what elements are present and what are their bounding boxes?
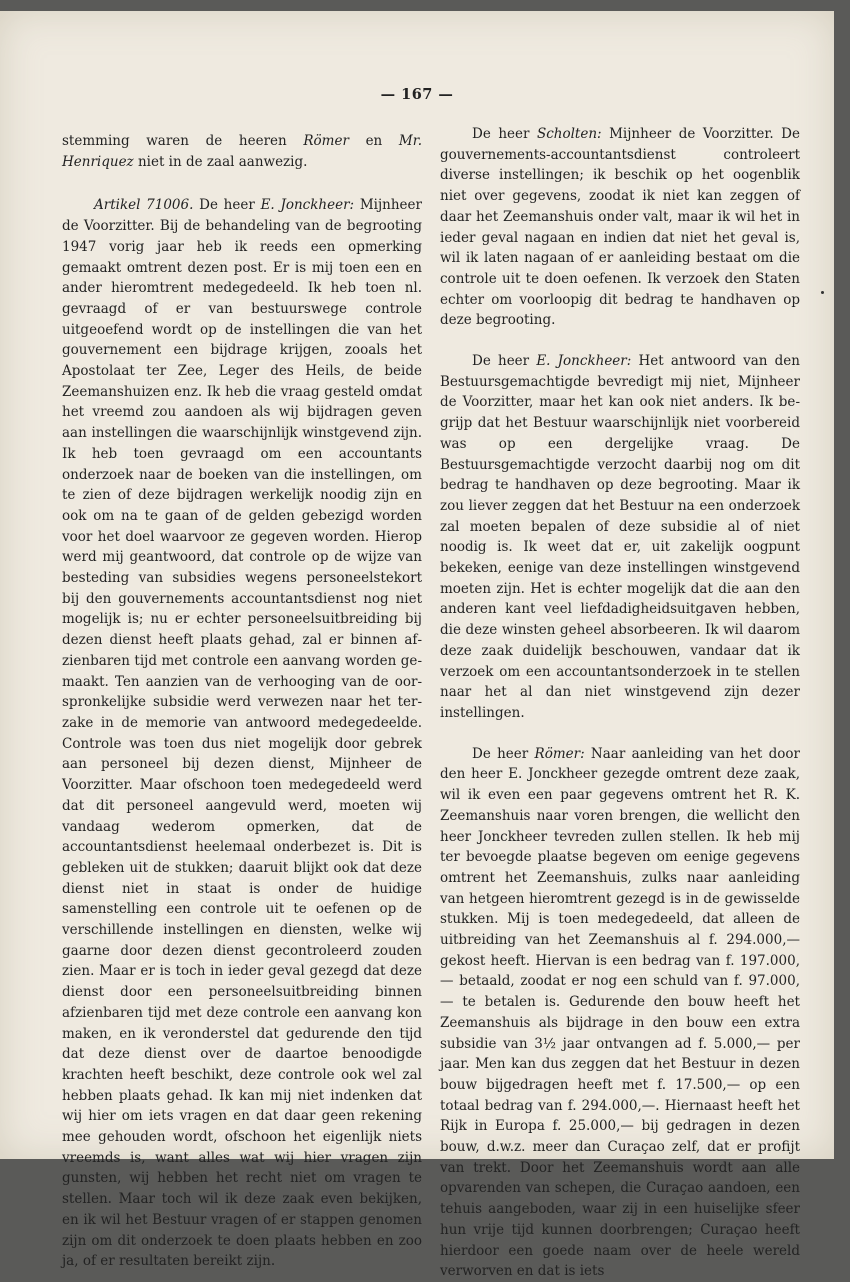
speaker-name: Römer (303, 133, 349, 149)
speaker-name: Mr. Henriquez (62, 133, 422, 170)
text-run: De heer (472, 353, 537, 370)
paragraph (440, 124, 800, 331)
paragraph (62, 195, 422, 1272)
right-column (440, 124, 800, 1282)
paragraph-body: Naar aanleiding van het door den heer E. Jonckheer gezegde omtrent deze zaak, wil ik even een paar gegevens omtrent het R. K. Zeemanshuis naar voren brengen, die wellicht den heer Jonckheer tevreden zullen stellen. Ik heb mij ter bevoegde plaatse begeven om eenige gegevens omtrent het Zeemanshuis, zulks naar aanleiding van hetgeen hieromtrent gezegd is in de gewisselde stukken. Mij is toen medegedeeld, dat alleen de uitbreiding van het Zeemanshuis al f. 294.000,— gekost heeft. Hiervan is een bedrag van f. 197.000,— betaald, zoodat er nog een schuld van f. 97.000,— te betalen is. Gedurende den bouw heeft het Zeemanshuis als bijdrage in den bouw een extra subsidie van 3½ jaar ontvangen ad f. 5.000,— per jaar. Men kan dus zeggen dat het Bestuur in dezen bouw bijgedragen heeft met f. 17.500,— op een totaal bedrag van f. 294.000,—. Hiernaast heeft het Rijk in Europa f. 25.000,— bij gedragen in dezen bouw, d.w.z. meer dan Curaçao zelf, dat er profijt van trekt. Door het Zeemanshuis wordt aan alle opvarenden van schepen, die Curaçao aandoen, een tehuis aangeboden, waar zij in een huiselijke sfeer hun vrije tijd kunnen doorbrengen; Curaçao heeft hierdoor een goede naam over de heele wereld verworven en dat is iets (440, 745, 800, 1280)
text-run: stemming waren de heeren (62, 133, 304, 149)
paragraph (62, 131, 422, 172)
document-page (0, 11, 834, 1280)
text-run: niet in de zaal aanwezig. (133, 153, 308, 170)
text-run: De heer (472, 126, 537, 142)
left-column (62, 131, 422, 1272)
paragraph (440, 744, 800, 1282)
article-reference: Artikel 71006. (94, 197, 194, 214)
page-number: — 167 — (380, 86, 454, 103)
text-run: De heer (472, 745, 535, 762)
speaker-name: Scholten: (536, 126, 602, 142)
margin-dot (821, 291, 824, 294)
speaker-name: E. Jonckheer: (260, 197, 355, 214)
text-run: De heer (193, 197, 261, 214)
speaker-name: E. Jonckheer: (536, 353, 632, 370)
paragraph-body: Mijnheer de Voorzitter. Bij de behandeling van de begrooting 1947 vorig jaar heb ik reeds een opmerking gemaakt omtrent dezen post. Er is mij toen een en ander hieromtrent medegedeeld. Ik heb toen nl. gevraagd of er van bestuurswege controle uitgeoefend wordt op de instellingen die van het gouvernement een bijdrage krijgen, zooals het Apostolaat ter Zee, Leger des Heils, de beide Zeemanshuizen enz. Ik heb die vraag gesteld omdat het vreemd zou aandoen als wij bijdragen geven aan instellingen die waarschijnlijk winstgevend zijn. Ik heb toen gevraagd om een accountants onderzoek naar de boeken van die instellingen, om te zien of deze bijdragen werkelijk noodig zijn en ook om na te gaan of de gelden gebezigd worden voor het doel waarvoor ze gegeven worden. Hierop werd mij geantwoord, dat controle op de wijze van besteding van subsidies wegens personeelstekort bij den gouvernements accountantsdienst nog niet mogelijk is; nu er echter personeelsuitbreiding bij dezen dienst heeft plaats gehad, zal er binnen afzienbaren tijd met controle een aanvang worden gemaakt. Ten aanzien van de verhooging van de oorspronkelijke subsidie werd verwezen naar het terzake in de memorie van antwoord medegedeelde. Controle was toen dus niet mogelijk door gebrek aan personeel bij dezen dienst, Mijnheer de Voorzitter. Maar ofschoon toen medegedeeld werd dat dit personeel aangevuld werd, moeten wij vandaag wederom opmerken, dat de accountantsdienst heelemaal onderbezet is. Dit is gebleken uit de stukken; daaruit blijkt ook dat deze dienst niet in staat is onder de huidige samenstelling een controle uit te oefenen op de verschillende instellingen en diensten, welke wij gaarne door dezen dienst gecontroleerd zouden zien. Maar er is toch in ieder geval gezegd dat deze dienst door een personeelsuitbreiding binnen afzienbaren tijd met deze controle een aanvang kon maken, en ik veronderstel dat gedurende den tijd dat deze dienst over de daartoe benoodigde krachten heeft beschikt, deze controle ook wel zal hebben plaats gehad. Ik kan mij niet indenken dat wij hier om iets vragen en dat daar geen rekening mee gehouden wordt, ofschoon het eigenlijk niets vreemds is, want alles wat wij hier vragen zijn gunsten, wij hebben het recht niet om vragen te stellen. Maar toch wil ik deze zaak even bekijken, en ik wil het Bestuur vragen of er stappen genomen zijn om dit onderzoek te doen plaats hebben en zoo ja, of er resultaten bereikt zijn. (62, 197, 422, 1270)
text-run: en (348, 133, 399, 149)
paragraph-body: Mijnheer de Voorzitter. De gouvernements-accountantsdienst controleert diverse instellingen; ik beschik op het oogenblik niet over gegevens, zoodat ik niet kan zeggen of daar het Zeemanshuis onder valt, maar ik wil het in ieder geval nagaan en indien dat niet het geval is, wil ik laten nagaan of er aanleiding bestaat om die controle uit te doen oefenen. Ik verzoek den Staten echter om voorloopig dit bedrag te handhaven op deze begrooting. (440, 126, 800, 329)
paragraph (440, 351, 800, 724)
speaker-name: Römer: (534, 745, 585, 762)
paragraph-body: Het antwoord van den Bestuursgemachtigde bevredigt mij niet, Mijnheer de Voorzitter, maar het kan ook niet anders. Ik begrijp dat het Bestuur waarschijnlijk niet voorbereid was op een dergelijke vraag. De Bestuursgemachtigde verzocht daarbij nog om dit bedrag te handhaven op deze begrooting. Maar ik zou liever zeggen dat het Bestuur na een onderzoek zal moeten bepalen of deze subsidie al of niet noodig is. Ik weet dat er, uit zakelijk oogpunt bekeken, eenige van deze instellingen winstgevend moeten zijn. Het is echter mogelijk dat die aan den anderen kant veel liefdadigheidsuitgaven hebben, die deze winsten geheel absorbeeren. Ik wil daarom deze zaak duidelijk beschouwen, vandaar dat ik verzoek om een accountantsonderzoek in te stellen naar het al dan niet winstgevend zijn dezer instellingen. (440, 353, 800, 721)
